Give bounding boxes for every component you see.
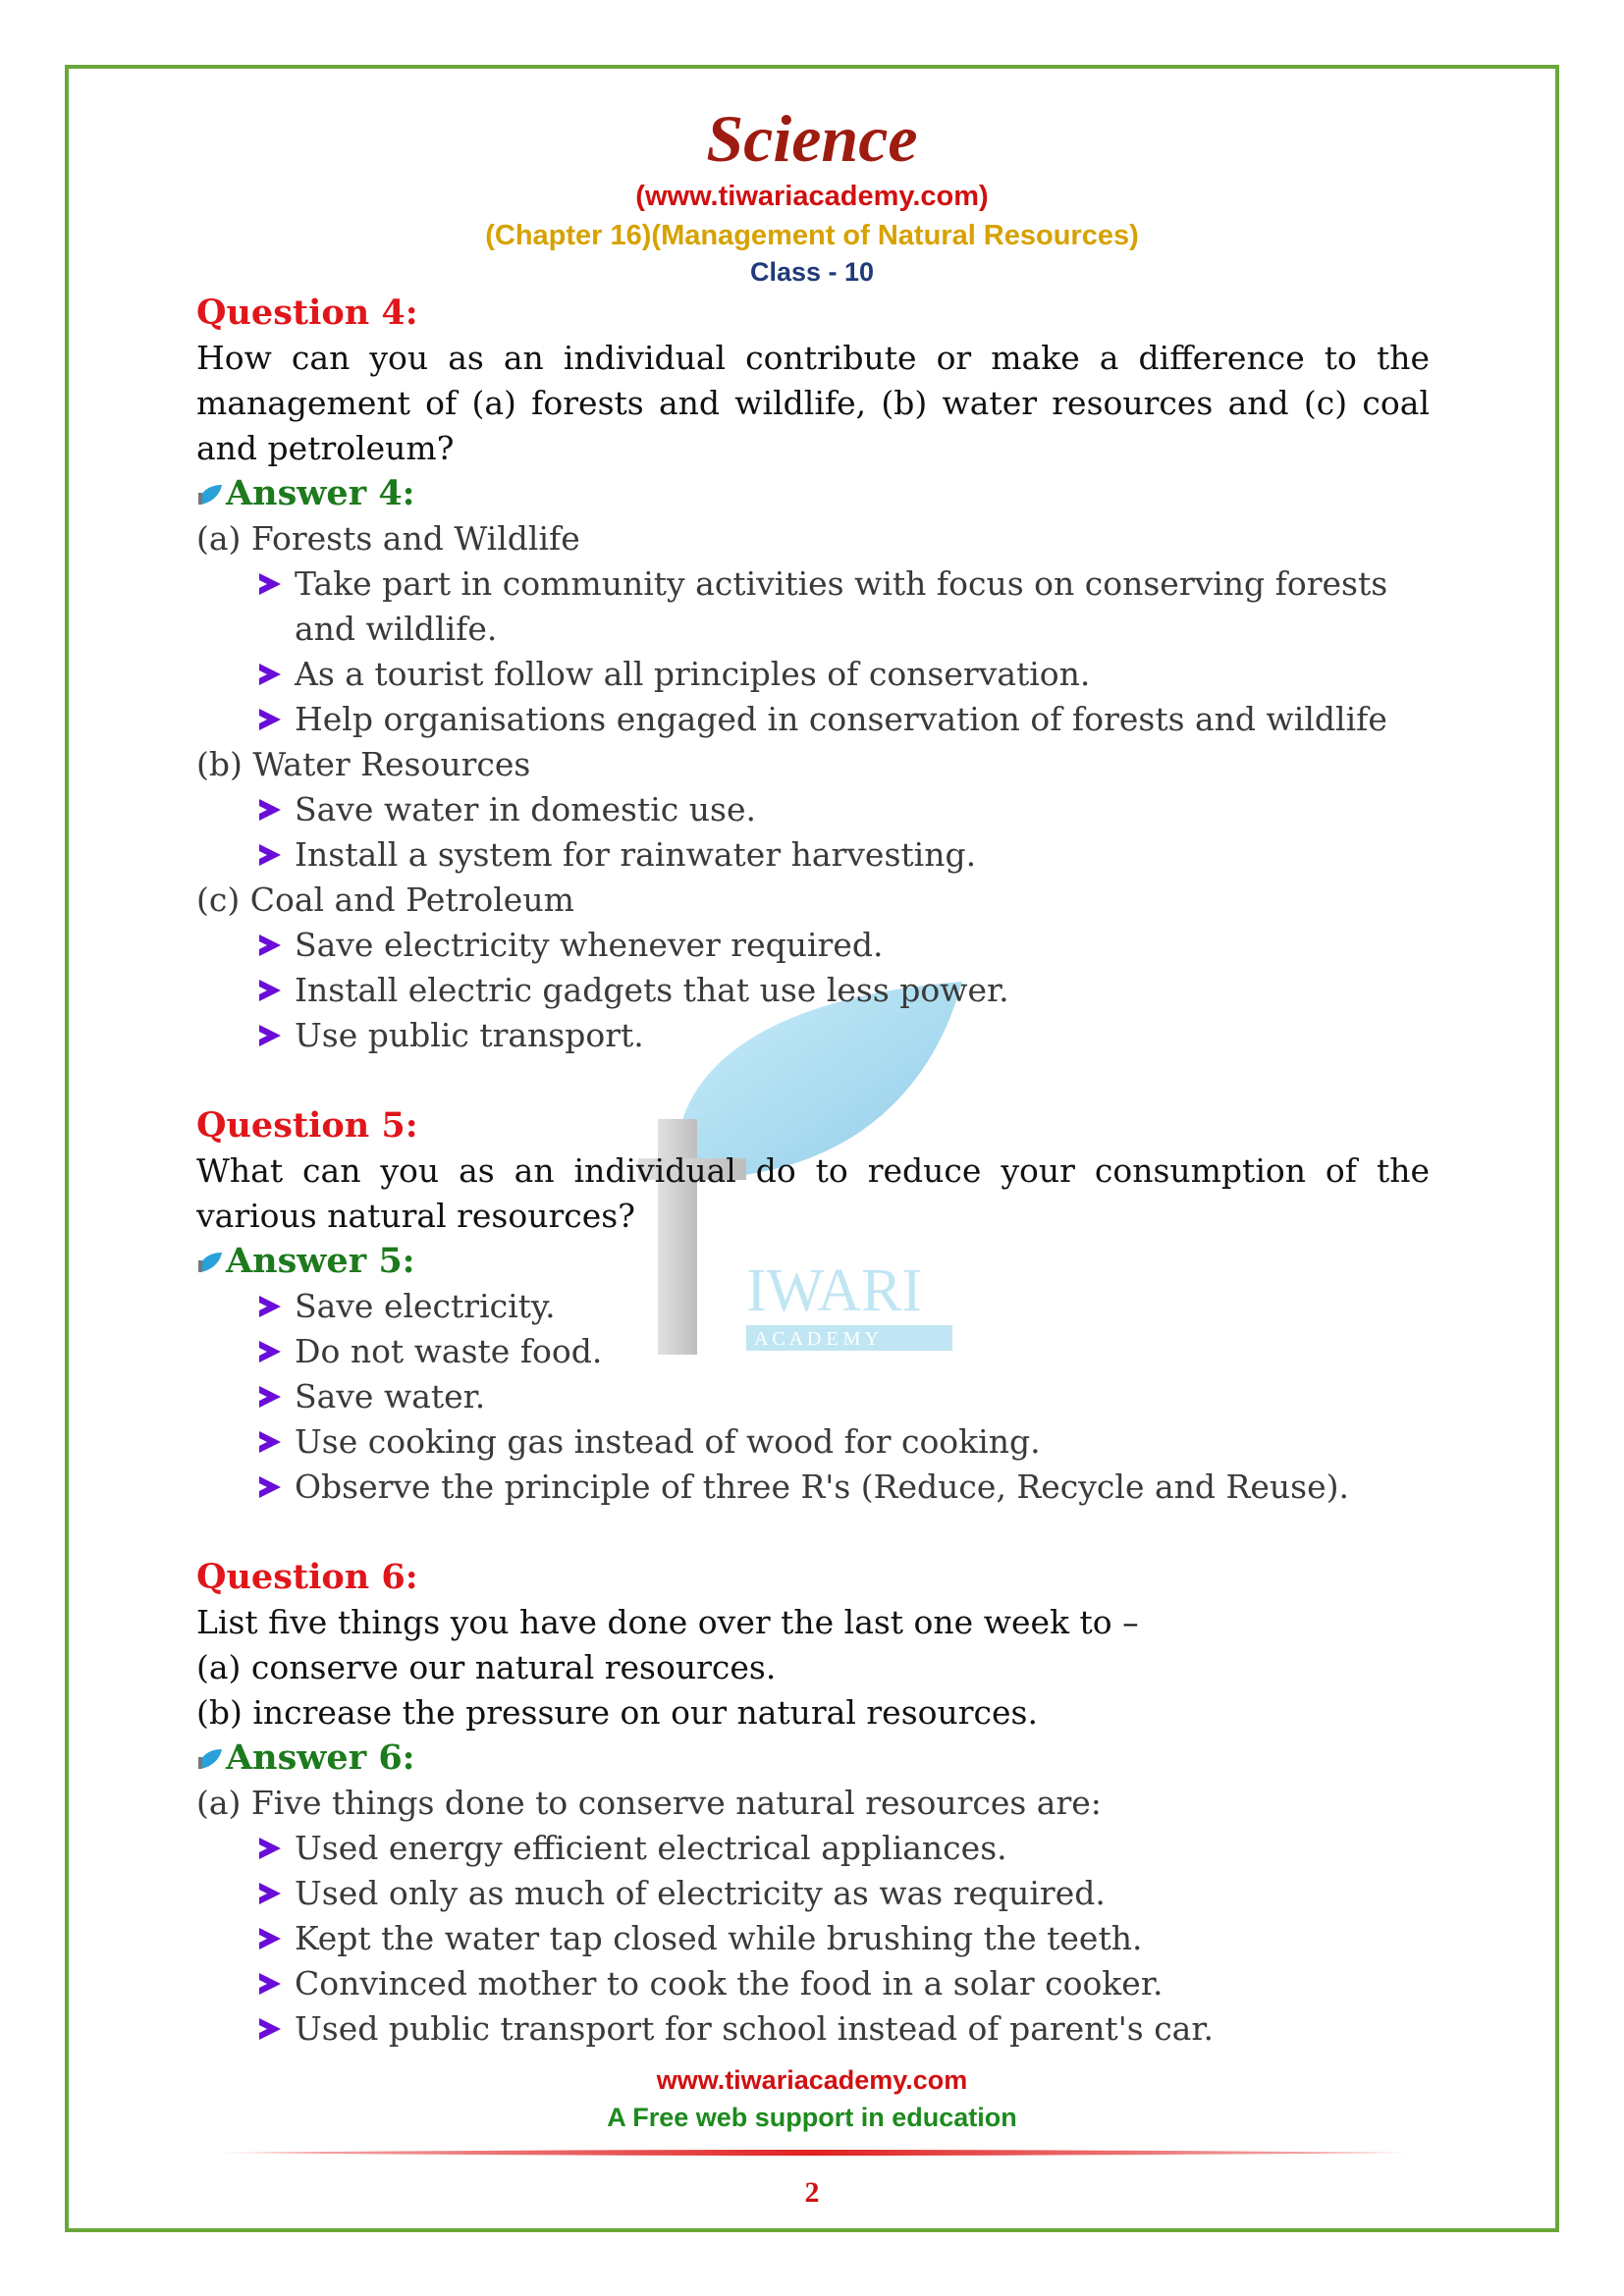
question-6-line-1: List five things you have done over the last one week to –	[196, 1603, 1139, 1641]
leaf-icon	[196, 1747, 224, 1771]
arrow-bullet-icon	[259, 2018, 281, 2040]
q4-section-c-label: (c) Coal and Petroleum	[196, 881, 574, 919]
chapter-heading: (Chapter 16)(Management of Natural Resources)	[485, 220, 1139, 251]
question-4-text: How can you as an individual contribute or make a difference to the management of (a) forests and wildlife, (b) water resources and (c) coal and petroleum?	[196, 339, 1430, 467]
q4-section-b-list	[196, 787, 1430, 878]
arrow-bullet-icon	[259, 1476, 281, 1498]
arrow-bullet-icon	[259, 1341, 281, 1362]
q6-answer-list	[196, 1826, 1430, 2052]
arrow-bullet-icon	[259, 844, 281, 866]
answer-5-label: Answer 5:	[226, 1241, 415, 1281]
page-number: 2	[804, 2176, 820, 2209]
arrow-bullet-icon	[259, 1431, 281, 1453]
arrow-bullet-icon	[259, 573, 281, 595]
arrow-bullet-icon	[259, 934, 281, 956]
q5-answer-list	[196, 1284, 1430, 1510]
list-item: Used public transport for school instead of parent's car.	[259, 2006, 1430, 2052]
answer-4-heading	[196, 471, 1430, 516]
arrow-bullet-icon	[259, 1973, 281, 1995]
q4-section-b-label: (b) Water Resources	[196, 745, 531, 783]
watermark-sub: A C A D E M Y	[754, 1328, 880, 1350]
footer-website[interactable]: www.tiwariacademy.com	[656, 2065, 968, 2095]
leaf-icon	[196, 483, 224, 507]
list-item: Kept the water tap closed while brushing the teeth.	[259, 1916, 1430, 1961]
header-website[interactable]: (www.tiwariacademy.com)	[635, 181, 989, 212]
question-6-line-3: (b) increase the pressure on our natural resources.	[196, 1693, 1038, 1732]
footer-tagline: A Free web support in education	[607, 2103, 1017, 2132]
list-item: Used energy efficient electrical appliances.	[259, 1826, 1430, 1871]
arrow-bullet-icon	[259, 1838, 281, 1859]
list-item: Use cooking gas instead of wood for cooking.	[259, 1419, 1430, 1465]
question-5-heading: Question 5:	[196, 1105, 418, 1146]
answer-6-label: Answer 6:	[226, 1737, 415, 1778]
q4-section-c-list	[196, 923, 1430, 1058]
arrow-bullet-icon	[259, 709, 281, 730]
answer-6-heading	[196, 1735, 1430, 1781]
arrow-bullet-icon	[259, 664, 281, 685]
question-6-heading: Question 6:	[196, 1557, 418, 1597]
list-item: Save water in domestic use.	[259, 787, 1430, 832]
arrow-bullet-icon	[259, 1883, 281, 1904]
list-item: Save water.	[259, 1374, 1430, 1419]
arrow-bullet-icon	[259, 799, 281, 821]
q4-section-a-label: (a) Forests and Wildlife	[196, 519, 580, 558]
list-item: Help organisations engaged in conservation of forests and wildlife	[259, 697, 1430, 742]
list-item: Install a system for rainwater harvesting.	[259, 832, 1430, 878]
question-6-line-2: (a) conserve our natural resources.	[196, 1648, 777, 1686]
main-content	[196, 291, 1430, 2052]
arrow-bullet-icon	[259, 1025, 281, 1046]
list-item: Observe the principle of three R's (Reduce, Recycle and Reuse).	[259, 1465, 1430, 1510]
page-title: Science	[706, 101, 918, 176]
list-item: Convinced mother to cook the food in a solar cooker.	[259, 1961, 1430, 2006]
q4-section-a-list	[196, 561, 1430, 742]
arrow-bullet-icon	[259, 980, 281, 1001]
arrow-bullet-icon	[259, 1296, 281, 1317]
list-item: As a tourist follow all principles of conservation.	[259, 652, 1430, 697]
answer-5-heading	[196, 1239, 1430, 1284]
list-item: Install electric gadgets that use less power.	[259, 968, 1430, 1013]
arrow-bullet-icon	[259, 1928, 281, 1949]
list-item: Used only as much of electricity as was required.	[259, 1871, 1430, 1916]
arrow-bullet-icon	[259, 1386, 281, 1408]
leaf-icon	[196, 1251, 224, 1274]
class-label: Class - 10	[749, 257, 875, 287]
footer-divider	[220, 2148, 1408, 2158]
answer-4-label: Answer 4:	[226, 473, 415, 513]
question-5-text: What can you as an individual do to reduce your consumption of the various natural resources?	[196, 1151, 1430, 1235]
list-item: Save electricity.	[259, 1284, 1430, 1329]
watermark-name: IWARI	[746, 1257, 923, 1324]
list-item: Do not waste food.	[259, 1329, 1430, 1374]
q6-section-a-label: (a) Five things done to conserve natural resources are:	[196, 1784, 1102, 1822]
list-item: Take part in community activities with focus on conserving forests and wildlife.	[259, 561, 1430, 652]
list-item: Use public transport.	[259, 1013, 1430, 1058]
list-item: Save electricity whenever required.	[259, 923, 1430, 968]
question-4-heading: Question 4:	[196, 293, 418, 333]
